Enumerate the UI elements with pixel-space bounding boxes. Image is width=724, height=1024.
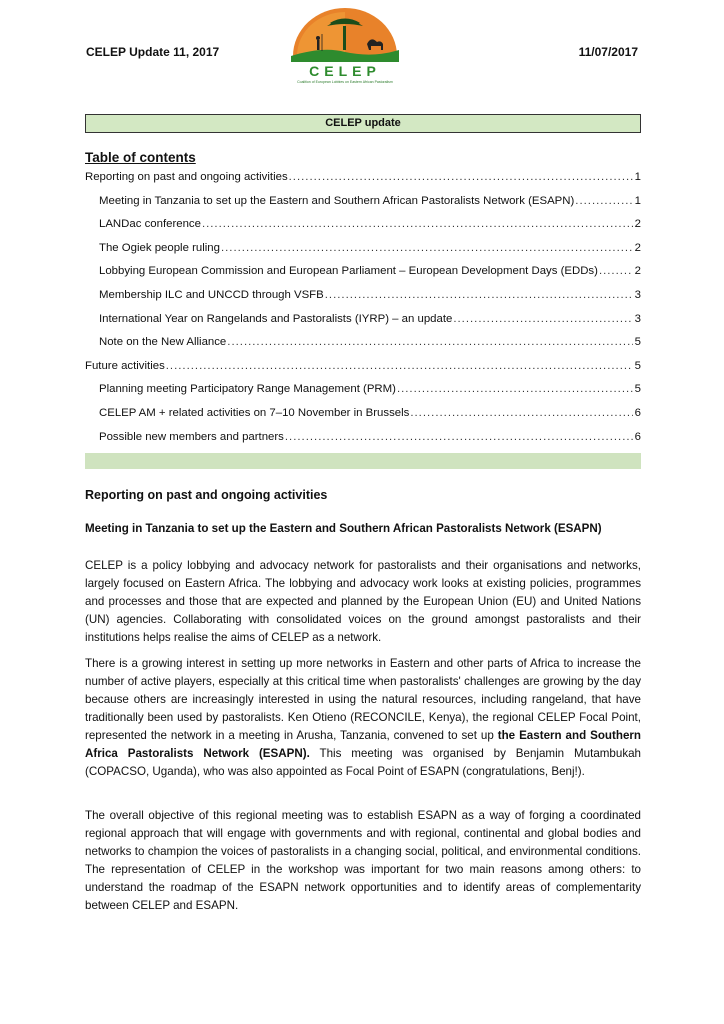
toc-entry[interactable] <box>85 357 641 381</box>
table-of-contents <box>85 168 641 451</box>
toc-page-number: 3 <box>634 312 641 325</box>
toc-entry-text: Lobbying European Commission and European Parliament – European Development Days (EDDs) <box>99 265 598 278</box>
paragraph-2-text-b: This meeting was organised by Benjamin Mutambukah (COPACSO, Uganda), who was also appointed as Focal Point of ESAPN (congratulations, Benj!). <box>85 747 642 778</box>
toc-leader-dots <box>453 310 632 328</box>
header-title: CELEP Update 11, 2017 <box>86 45 220 59</box>
toc-leader-dots <box>166 357 633 375</box>
toc-leader-dots <box>410 404 632 422</box>
logo-subtext: Coalition of European Lobbies on Eastern African Pastoralism <box>297 80 393 84</box>
toc-entry[interactable] <box>85 168 641 192</box>
toc-leader-dots <box>227 333 632 351</box>
toc-entry-text: Future activities <box>85 359 165 372</box>
paragraph-2-bold: the Eastern and Southern Africa Pastoralists Network (ESAPN). <box>85 729 642 760</box>
toc-entry[interactable] <box>85 262 641 286</box>
toc-leader-dots <box>221 239 633 257</box>
toc-leader-dots <box>289 168 633 186</box>
toc-page-number: 3 <box>634 288 641 301</box>
toc-entry[interactable] <box>85 380 641 404</box>
toc-entry[interactable] <box>85 239 641 263</box>
paragraph-3: The overall objective of this regional meeting was to establish ESAPN as a way of forging a coordinated regional approach that will engage with governments and with regional, continental and global bodies and networks to champion the voices of pastoralists in a changing social, political, and environmental conditions. The representation of CELEP in the workshop was important for two main reasons among others: to understand the roadmap of the ESAPN network opportunities and to identify areas of complementarity between CELEP and ESAPN. <box>85 809 641 912</box>
toc-page-number: 6 <box>634 430 641 443</box>
subsection-heading: Meeting in Tanzania to set up the Eastern and Southern African Pastoralists Network (ESAPN) <box>85 522 602 535</box>
toc-page-number: 1 <box>634 194 641 207</box>
toc-leader-dots <box>599 262 633 280</box>
toc-entry-text: Reporting on past and ongoing activities <box>85 171 288 183</box>
toc-entry-text: LANDac conference <box>99 218 201 231</box>
green-divider <box>85 453 641 469</box>
toc-entry-text: Planning meeting Participatory Range Management (PRM) <box>99 383 396 396</box>
toc-page-number: 6 <box>634 406 641 419</box>
toc-entry-text: Meeting in Tanzania to set up the Eastern and Southern African Pastoralists Network (ESAPN) <box>99 194 575 207</box>
toc-page-number: 5 <box>634 336 641 349</box>
toc-leader-dots <box>325 286 633 304</box>
toc-entry-text: International Year on Rangelands and Pastoralists (IYRP) – an update <box>99 312 453 325</box>
toc-leader-dots <box>575 192 632 210</box>
toc-leader-dots <box>397 380 633 398</box>
toc-page-number: 2 <box>634 265 641 278</box>
paragraph-2 <box>85 655 641 781</box>
toc-leader-dots <box>202 215 633 233</box>
toc-entry[interactable] <box>85 428 641 452</box>
toc-entry[interactable] <box>85 286 641 310</box>
toc-leader-dots <box>285 428 633 446</box>
toc-page-number: 5 <box>634 359 641 372</box>
toc-page-number: 2 <box>634 241 641 254</box>
celep-logo <box>283 4 407 84</box>
logo-text: CELEP <box>309 63 381 79</box>
toc-entry[interactable] <box>85 333 641 357</box>
section-heading: Reporting on past and ongoing activities <box>85 488 328 502</box>
toc-entry-text: The Ogiek people ruling <box>99 241 220 254</box>
toc-entry[interactable] <box>85 404 641 428</box>
update-banner: CELEP update <box>85 114 641 133</box>
toc-title: Table of contents <box>85 150 196 165</box>
toc-entry[interactable] <box>85 192 641 216</box>
toc-entry[interactable] <box>85 310 641 334</box>
toc-page-number: 1 <box>634 171 641 183</box>
paragraph-1: CELEP is a policy lobbying and advocacy network for pastoralists and their organisations and networks, largely focused on Eastern Africa. The lobbying and advocacy work looks at existing policies, programmes and processes and those that are expected and planned by the European Union (EU) and United Nations (UN) agencies. Collaborating with consolidated voices on the ground amongst pastoralists and their institutions helps realise the aims of CELEP as a network. <box>85 559 641 644</box>
toc-entry-text: Membership ILC and UNCCD through VSFB <box>99 288 324 301</box>
header-date: 11/07/2017 <box>578 45 638 59</box>
toc-entry-text: Possible new members and partners <box>99 430 284 443</box>
toc-entry-text: Note on the New Alliance <box>99 336 227 349</box>
toc-entry-text: CELEP AM + related activities on 7–10 November in Brussels <box>99 406 410 419</box>
toc-page-number: 2 <box>634 218 641 231</box>
toc-entry[interactable] <box>85 215 641 239</box>
toc-page-number: 5 <box>634 383 641 396</box>
paragraph-2-text-a: There is a growing interest in setting up more networks in Eastern and other parts of Africa to increase the number of active players, especially at this critical time when pastoralists' challenges are growing by the day because others are increasingly interested in using the natural resources, including rangeland, that have traditionally been used by pastoralists. Ken Otieno (RECONCILE, Kenya), the regional CELEP Focal Point, represented the network in a meeting in Arusha, Tanzania, convened to set up <box>85 657 641 742</box>
